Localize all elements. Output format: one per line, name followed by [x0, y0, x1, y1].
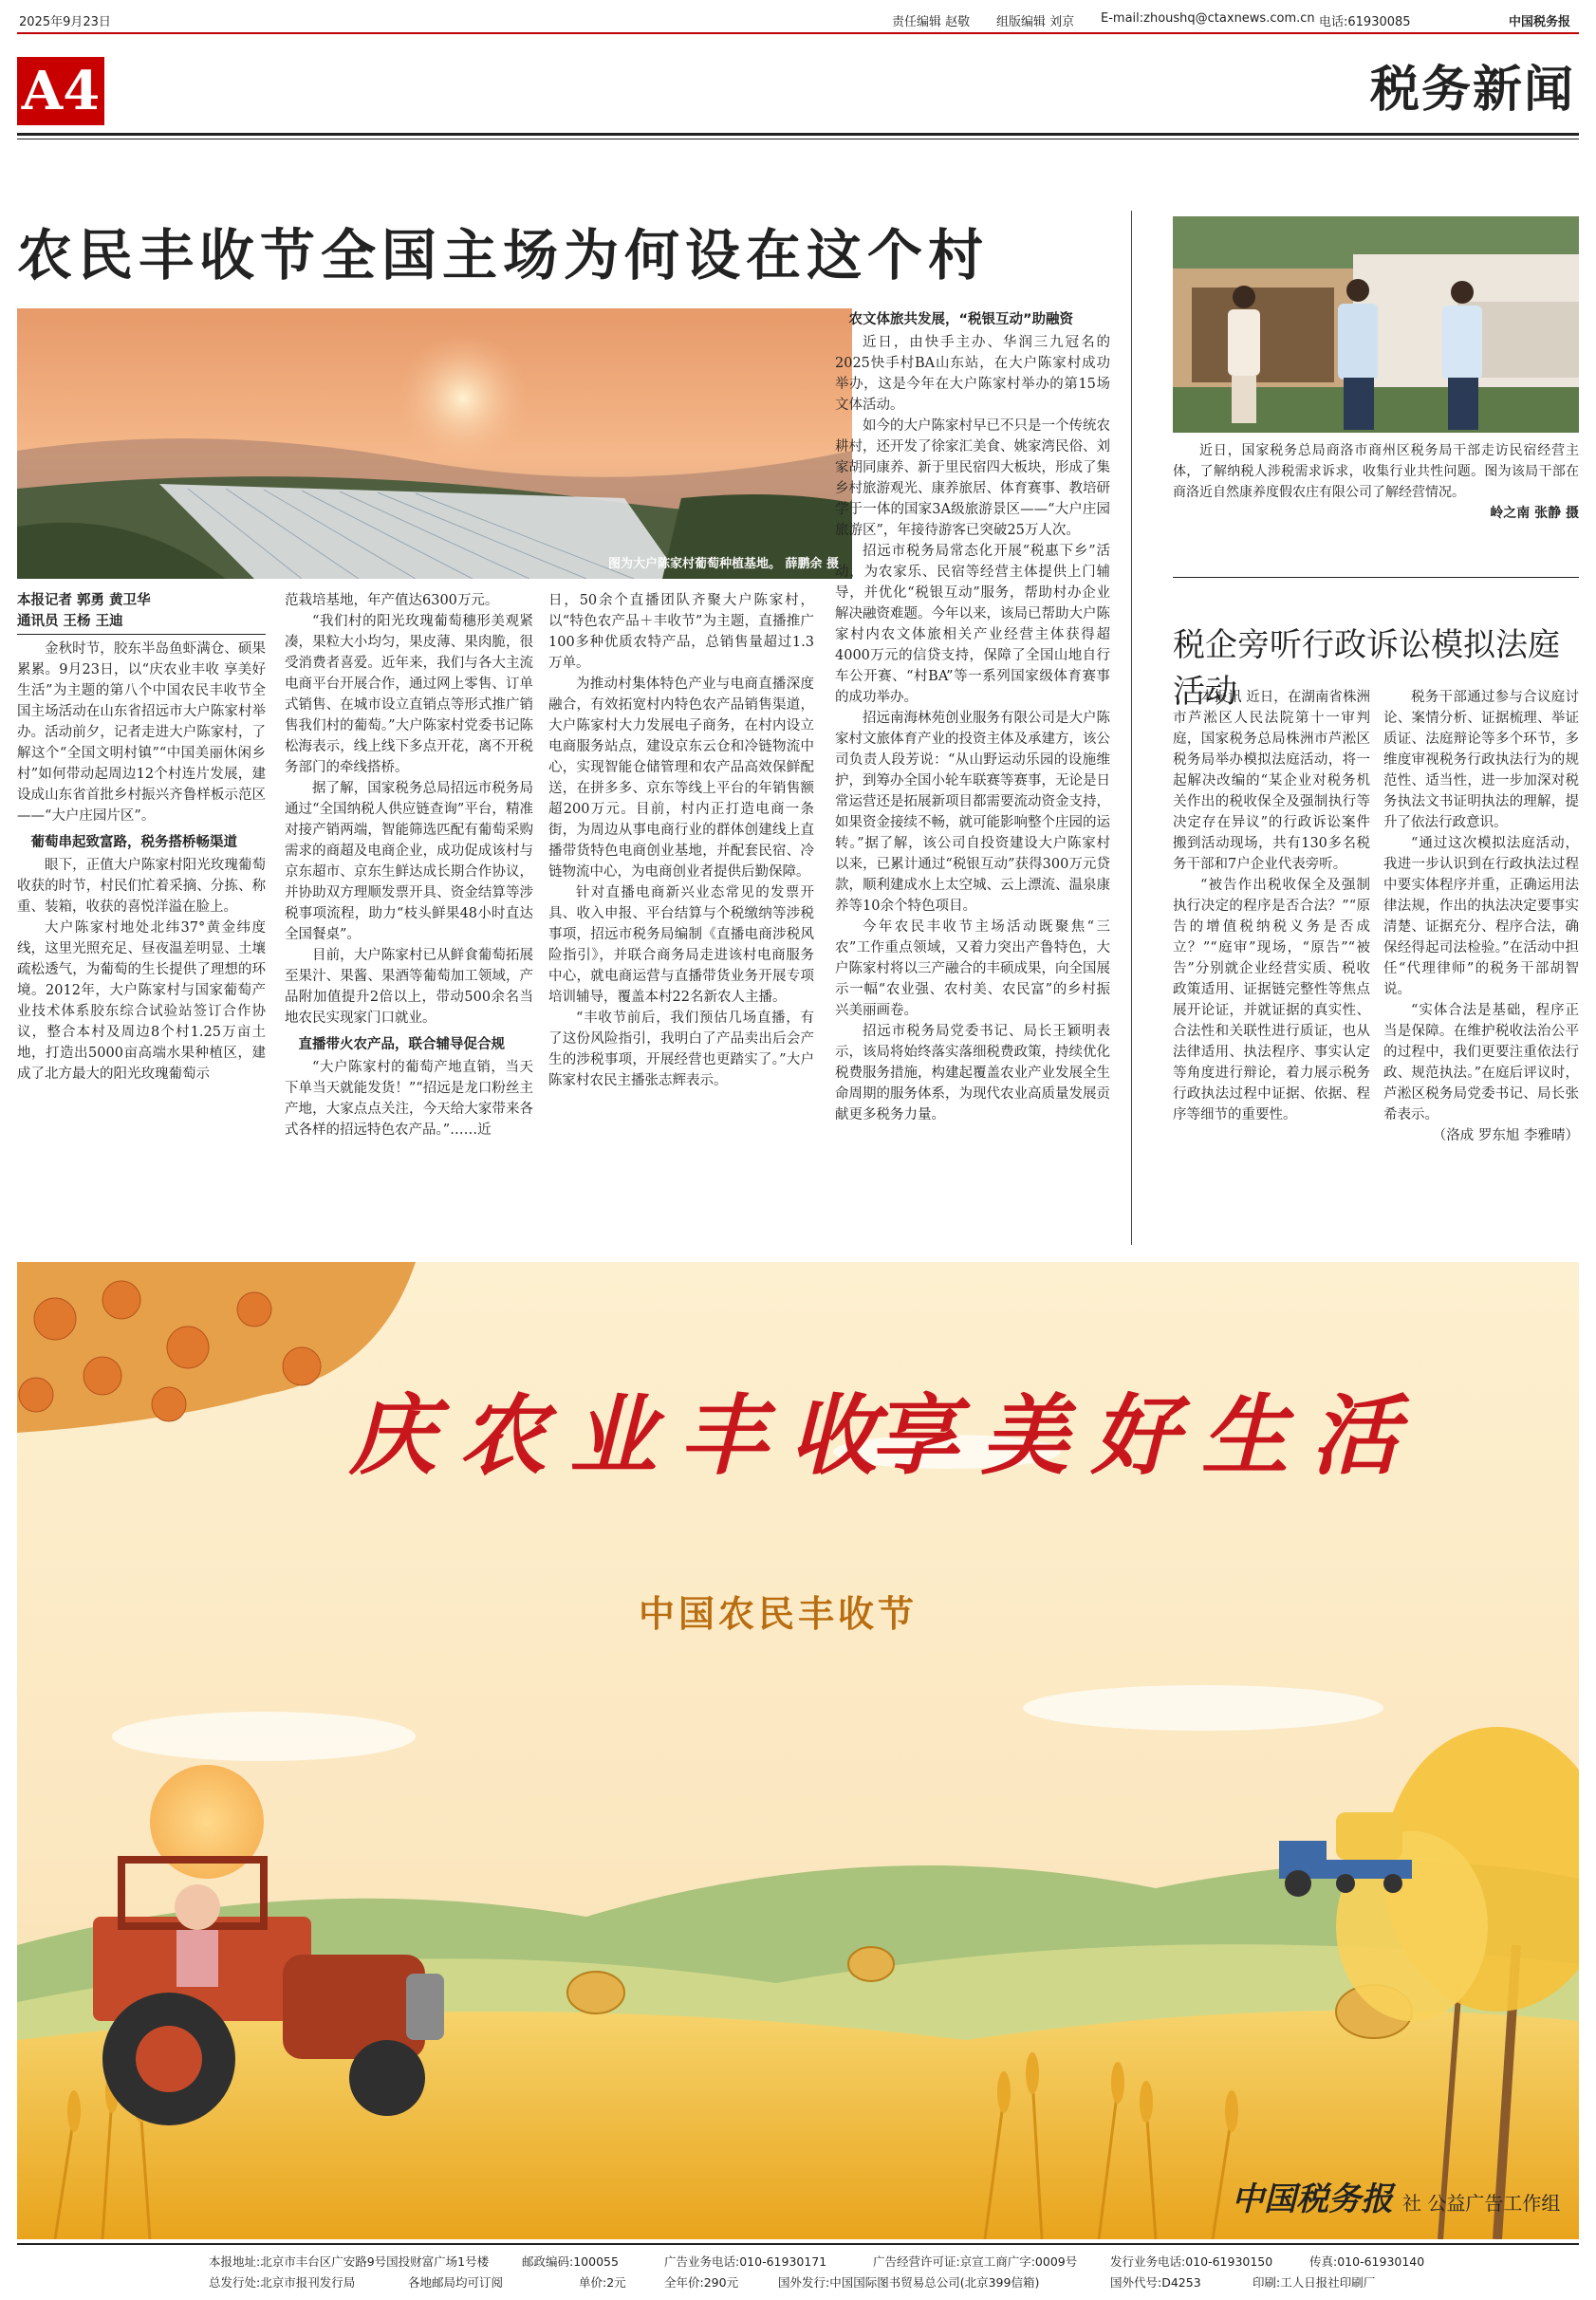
footer-overseas: 国外发行:中国国际图书贸易总公司(北京399信箱)	[778, 2275, 1040, 2290]
main-photo-caption: 图为大户陈家村葡萄种植基地。 薛鹏余 摄	[607, 557, 839, 571]
issue-date: 2025年9月23日	[19, 15, 111, 29]
paragraph: 大户陈家村地处北纬37°黄金纬度线，这里光照充足、昼夜温差明显、土壤疏松透气，为葡萄的生长提供了理想的环境。2012年，大户陈家村与国家葡萄产业技术体系胶东综合试验站签订合作协议，整合本村及周边8个村1.25万亩土地，打造出5000亩高端水果种植区，建成了北方最大的阳光玫瑰葡萄示	[17, 920, 266, 1082]
footer-ad-phone: 广告业务电话:010-61930171	[664, 2254, 827, 2269]
paragraph: 如今的大户陈家村早已不只是一个传统农耕村，还开发了徐家汇美食、姚家湾民俗、刘家胡同康养、新于里民宿四大板块，形成了集乡村旅游观光、康养旅居、体育赛事、教培研学于一体的国家3A级旅游景区——“大户庄园旅游区”，年接待游客已突破25万人次。	[835, 418, 1110, 538]
main-headline: 农民丰收节全国主场为何设在这个村	[17, 223, 990, 288]
footer-annual-price: 全年价:290元	[664, 2275, 739, 2290]
paragraph: 金秋时节，胶东半岛鱼虾满仓、硕果累累。9月23日，以“庆农业丰收 享美好生活”为主题的第八个中国农民丰收节全国主场活动在山东省招远市大户陈家村举办。活动前夕，记者走进大户陈家村，了解这个“全国文明村镇”“中国美丽休闲乡村”如何带动起周边12个村连片发展，建设成山东省首批乡村振兴齐鲁样板示范区——“大户庄园片区”。	[17, 641, 266, 824]
side-article-credit: （洛成 罗东旭 李雅晴）	[1432, 1128, 1579, 1143]
footer-info	[209, 2253, 1575, 2294]
paragraph: 范栽培基地，年产值达6300万元。	[285, 593, 499, 608]
paragraph: “通过这次模拟法庭活动，我进一步认识到在行政执法过程中要实体程序并重，正确运用法律法规，作出的执法决定要事实清楚、证据充分、程序合法，确保经得起司法检验。”在活动中担任“代理律师”的税务干部胡智说。	[1383, 836, 1579, 997]
article-column-2	[285, 590, 533, 1247]
sponsor-masthead: 中国税务报	[1232, 2180, 1393, 2218]
top-info-bar	[19, 6, 1577, 30]
footer-fax: 传真:010-61930140	[1309, 2254, 1425, 2269]
footer-postcode: 邮政编码:100055	[522, 2254, 619, 2269]
footer-distribution-phone: 发行业务电话:010-61930150	[1110, 2254, 1273, 2269]
paragraph: “丰收节前后，我们预估几场直播，有了这份风险指引，我明白了产品卖出后会产生的涉税事项，开展经营也更踏实了。”大户陈家村农民主播张志辉表示。	[548, 1011, 814, 1088]
subheading: 葡萄串起致富路，税务搭桥畅渠道	[30, 835, 237, 850]
paragraph: 今年农民丰收节主场活动既聚焦“三农”工作重点领域，又着力突出产鲁特色，大户陈家村将以三产融合的丰硕成果，向全国展示一幅“农业强、农村美、农民富”的乡村振兴美丽画卷。	[835, 919, 1110, 1018]
sponsor-text: 社 公益广告工作组	[1402, 2192, 1561, 2215]
sponsor-line	[1232, 2173, 1560, 2219]
paragraph: 目前，大户陈家村已从鲜食葡萄拓展至果汁、果酱、果酒等葡萄加工领域，产品附加值提升2倍以上，带动500余名当地农民实现家门口就业。	[285, 948, 533, 1026]
photo-news-caption-block	[1173, 440, 1579, 554]
main-photo	[17, 308, 852, 579]
section-title: 税务新闻	[1369, 61, 1575, 119]
byline-reporters: 本报记者 郭勇 黄卫华	[17, 593, 151, 608]
paragraph: “我们村的阳光玫瑰葡萄穗形美观紧凑，果粒大小均匀，果皮薄、果肉脆，很受消费者喜爱。近年来，我们与各大主流电商平台开展合作，通过网上零售、订单式销售、在城市设立直销点等形式推广销售我们村的葡萄。”大户陈家村党委书记陈松海表示，线上线下多点开花，离不开税务部门的牵线搭桥。	[285, 614, 533, 775]
editor-credit: 责任编辑 赵敬	[892, 15, 971, 29]
paragraph: 日，50余个直播团队齐聚大户陈家村，以“特色农产品＋丰收节”为主题，直播推广100多种优质农特产品，总销售量超过1.3万单。	[548, 593, 814, 671]
paragraph: “实体合法是基础，程序正当是保障。在维护税收法治公平的过程中，我们更要注重依法行政、规范执法。”在庭后评议时，芦淞区税务局党委书记、局长张希表示。	[1383, 1003, 1579, 1122]
banner-title-2: 享美好生活	[871, 1384, 1422, 1487]
footer-subscription: 各地邮局均可订阅	[408, 2275, 504, 2290]
article-column-3	[548, 590, 814, 1247]
byline-correspondents: 通讯员 王杨 王迪	[17, 611, 266, 635]
photo-news-caption: 近日，国家税务总局商洛市商州区税务局干部走访民宿经营主体，了解纳税人涉税需求诉求，收集行业共性问题。图为该局干部在商洛近自然康养度假农庄有限公司了解经营情况。	[1173, 443, 1579, 500]
footer-issuer: 总发行处:北京市报刊发行局	[209, 2275, 356, 2290]
banner-subtitle: 中国农民丰收节	[639, 1593, 919, 1635]
side-column-1	[1173, 687, 1370, 1247]
paragraph: 招远市税务局常态化开展“税惠下乡”活动，为农家乐、民宿等经营主体提供上门辅导，并优化“税银互动”服务，帮助村办企业解决融资难题。今年以来，该局已帮助大户陈家村内农文体旅相关产业经营主体获得超4000万元的信贷支持，保障了全国山地自行车公开赛、“村BA”等一系列国家级体育赛事的成功举办。	[835, 544, 1110, 705]
photo-news-credit: 岭之南 张静 摄	[1490, 506, 1579, 521]
column-divider	[1131, 211, 1132, 1245]
page-number-badge: A4	[17, 57, 104, 125]
layout-editor-credit: 组版编辑 刘京	[996, 15, 1075, 29]
paragraph: 眼下，正值大户陈家村阳光玫瑰葡萄收获的时节，村民们忙着采摘、分拣、称重、装箱，收获的喜悦洋溢在脸上。	[17, 858, 266, 915]
header-rule	[17, 133, 1579, 136]
email-contact[interactable]: E-mail:zhoushq@ctaxnews.com.cn	[1101, 11, 1315, 26]
subheading: 农文体旅共发展，“税银互动”助融资	[848, 312, 1074, 327]
phone-contact: 电话:61930085	[1319, 15, 1411, 29]
paragraph: “大户陈家村的葡萄产地直销，当天下单当天就能发货！”“招远是龙口粉丝主产地，大家点点关注，今天给大家带来各式各样的招远特色农产品。”……近	[285, 1060, 533, 1138]
paragraph: 招远南海林苑创业服务有限公司是大户陈家村文旅体育产业的投资主体及承建方，该公司负责人段芳说：“从山野运动乐园的设施维护，到筹办全国小轮车联赛等赛事，无论是日常运营还是拓展新项目都需要流动资金支持，如果资金接续不畅，就可能影响整个庄园的运转。”据了解，该公司自投资建设大户陈家村以来，已累计通过“税银互动”获得300万元贷款，顺利建成水上太空城、云上漂流、温泉康养等10余个特色项目。	[835, 711, 1110, 914]
footer-overseas-code: 国外代号:D4253	[1110, 2275, 1201, 2290]
paragraph: “被告作出税收保全及强制执行决定的程序是否合法？”“原告的增值税纳税义务是否成立？”“庭审”现场，“原告”“被告”分别就企业经营实质、税收政策适用、证据链完整性等焦点展开论证，并就证据的真实性、合法性和关联性进行质证，也从法律适用、执法程序、事实认定等角度进行辩论，着力展示税务行政执法过程中证据、依据、程序等细节的重要性。	[1173, 878, 1370, 1122]
paragraph: 针对直播电商新兴业态常见的发票开具、收入申报、平台结算与个税缴纳等涉税事项，招远市税务局编制《直播电商涉税风险指引》，并联合商务局走进该村电商服务中心，就电商运营与直播带货业务开展专项培训辅导，覆盖本村22名新农人主播。	[548, 885, 814, 1005]
paragraph: 本报讯 近日，在湖南省株洲市芦淞区人民法院第十一审判庭，国家税务总局株洲市芦淞区税务局举办模拟法庭活动，将一起解决改编的“某企业对税务机关作出的税收保全及强制执行等决定存在异议”的行政诉讼案件搬到活动现场，共有130多名税务干部和7户企业代表旁听。	[1173, 690, 1370, 872]
banner-title-1: 庆农业丰收	[349, 1384, 900, 1487]
photo-news-rule	[1173, 577, 1579, 578]
side-column-2	[1383, 687, 1579, 1247]
subheading: 直播带火农产品，联合辅导促合规	[298, 1037, 505, 1052]
footer-rule	[17, 2243, 1579, 2245]
photo-news-image	[1173, 216, 1579, 433]
top-divider	[17, 32, 1579, 34]
footer-printer: 印刷:工人日报社印刷厂	[1253, 2275, 1376, 2290]
harvest-banner	[17, 1262, 1579, 2239]
paragraph: 为推动村集体特色产业与电商直播深度融合，有效拓宽村内特色农产品销售渠道，大户陈家村大力发展电子商务，在村内设立电商服务站点，建设京东云仓和冷链物流中心，实现智能仓储管理和农产品高效保鲜配送，在拼多多、京东等线上平台的年销售额超200万元。目前，村内正打造电商一条街，为周边从事电商行业的群体创建线上直播带货特色电商创业基地，并配套民宿、冷链物流中心，为电商创业者提供后勤保障。	[548, 677, 814, 880]
paragraph: 据了解，国家税务总局招远市税务局通过“全国纳税人供应链查询”平台，精准对接产销两端，智能筛选匹配有葡萄采购需求的商超及电商企业，成功促成该村与京东超市、京东生鲜达成长期合作协议，并协助双方理顺发票开具、资金结算等涉税事项流程，助力“枝头鲜果48小时直达全国餐桌”。	[285, 781, 533, 942]
paragraph: 招远市税务局党委书记、局长王颖明表示，该局将始终落实落细税费政策，持续优化税费服务措施，构建起覆盖农业产业发展全生命周期的服务体系，为现代农业高质量发展贡献更多税务力量。	[835, 1024, 1110, 1122]
paragraph: 近日，由快手主办、华润三九冠名的2025快手村BA山东站，在大户陈家村成功举办，这是今年在大户陈家村举办的第15场文体活动。	[835, 335, 1110, 413]
footer-address: 本报地址:北京市丰台区广安路9号国投财富广场1号楼	[209, 2254, 490, 2269]
article-column-1	[17, 590, 266, 1247]
side-headline: 税企旁听行政诉讼模拟法庭活动	[1173, 626, 1560, 711]
article-column-4	[835, 309, 1110, 1247]
footer-ad-license: 广告经营许可证:京宣工商广字:0009号	[873, 2254, 1078, 2269]
paragraph: 税务干部通过参与合议庭讨论、案情分析、证据梳理、举证质证、法庭辩论等多个环节，多维度审视税务行政执法行为的规范性、适当性，进一步加深对税务执法文书证明执法的理解，提升了依法行政意识。	[1383, 690, 1579, 830]
masthead-small: 中国税务报	[1509, 15, 1571, 29]
footer-unit-price: 单价:2元	[579, 2275, 626, 2290]
